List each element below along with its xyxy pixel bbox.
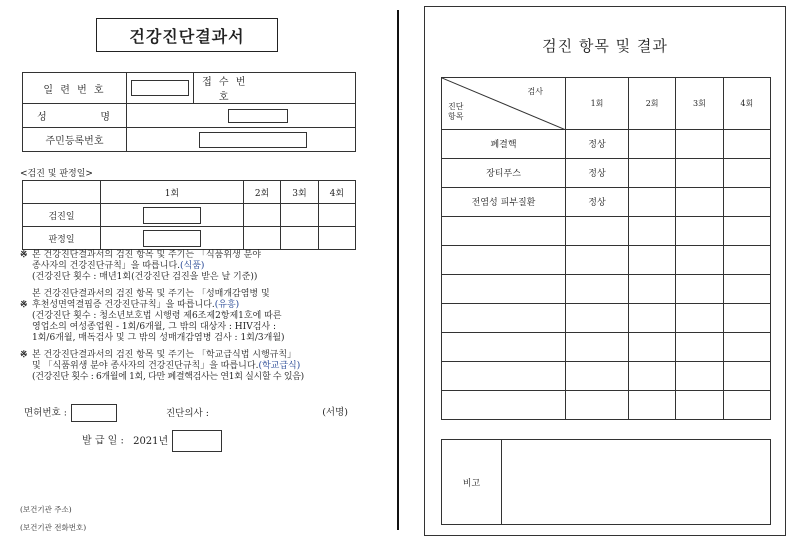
name-label: 성 명: [23, 104, 127, 128]
note-star: ※: [20, 250, 28, 260]
note-tag: (식품): [180, 261, 205, 271]
seal-label: (서명): [322, 407, 348, 418]
item-result: [676, 275, 723, 304]
exam-date-field[interactable]: [143, 207, 201, 224]
schedule-corner: [23, 181, 101, 204]
footer-address: (보건기관 주소): [20, 505, 72, 514]
item-result: [566, 362, 629, 391]
item-result: [676, 362, 723, 391]
issue-year: 2021년: [133, 435, 169, 447]
page-divider: [397, 10, 399, 530]
note-line: 본 건강진단결과서의 검진 항목 및 주기는 「학교급식법 시행규칙」: [32, 350, 297, 360]
remarks-box: [441, 439, 771, 525]
note-line: 1회/6개월, 매독검사 및 그 밖의 성매개감염병 검사 : 1회/3개월): [32, 333, 285, 343]
item-result: [566, 391, 629, 420]
item-result: [628, 159, 675, 188]
item-result: [676, 304, 723, 333]
note-line: 및 「식품위생 분야 종사자의 건강진단규칙」을 따릅니다.: [32, 361, 259, 371]
serial-number-field[interactable]: [131, 80, 189, 96]
round-header: 2회: [243, 181, 280, 204]
round-header: 3회: [281, 181, 318, 204]
round-header: 1회: [101, 181, 244, 204]
schedule-caption: <검진 및 판정일>: [20, 169, 93, 179]
doctor-label: 진단의사 :: [165, 407, 209, 419]
item-name: 폐결핵: [442, 130, 566, 159]
note-line: 본 건강진단결과서의 검진 항목 및 주기는 「성매개감염병 및: [32, 289, 270, 299]
item-result: [723, 217, 770, 246]
note-line: 종사자의 건강진단규칙」을 따릅니다.: [32, 261, 180, 271]
name-field[interactable]: [228, 109, 288, 123]
item-result: [628, 333, 675, 362]
item-result: [676, 391, 723, 420]
note-line: (건강진단 횟수 : 매년1회(건강진단 검진을 받은 날 기준)): [32, 272, 258, 282]
header-item-line: 진단: [448, 102, 464, 111]
issue-label: 발 급 일 :: [82, 435, 124, 447]
results-table: [441, 77, 771, 420]
receipt-number-value: [256, 73, 356, 104]
item-name: [442, 391, 566, 420]
table-row: [442, 246, 771, 275]
item-result: [723, 188, 770, 217]
issue-date-row: [82, 430, 222, 452]
table-row: [442, 275, 771, 304]
item-result: [676, 159, 723, 188]
round-header: 3회: [676, 78, 723, 130]
note-tag: (유흥): [214, 300, 240, 310]
table-row: [442, 333, 771, 362]
notes-section: [20, 250, 366, 385]
item-result: [723, 391, 770, 420]
item-result: [723, 159, 770, 188]
item-name: [442, 304, 566, 333]
item-result: [676, 130, 723, 159]
header-item-line: 항목: [448, 112, 464, 121]
item-name: 장티푸스: [442, 159, 566, 188]
item-result: [723, 246, 770, 275]
table-row: [442, 217, 771, 246]
rrn-field[interactable]: [199, 132, 307, 148]
note-entertainment: [20, 289, 366, 344]
table-row: [442, 391, 771, 420]
round-header: 4회: [723, 78, 770, 130]
item-result: [566, 246, 629, 275]
header-item-label: [448, 102, 463, 122]
note-line: (건강진단 횟수 : 청소년보호법 시행령 제6조제2항제1호에 따른: [32, 311, 282, 321]
item-name: [442, 333, 566, 362]
item-name: [442, 246, 566, 275]
item-name: 전염성 피부질환: [442, 188, 566, 217]
table-row: [442, 362, 771, 391]
item-result: 정상: [566, 159, 629, 188]
exam-date-cell: [318, 204, 355, 227]
note-line: 본 건강진단결과서의 검진 항목 및 주기는 「식품위생 분야: [32, 250, 261, 260]
receipt-number-label: 접 수 번 호: [194, 73, 256, 104]
round-header: 2회: [628, 78, 675, 130]
license-label: 면허번호 :: [24, 407, 67, 419]
item-result: [566, 333, 629, 362]
item-result: [628, 188, 675, 217]
rrn-label: 주민등록번호: [23, 128, 127, 152]
certificate-title: 건강진단결과서: [96, 18, 278, 52]
item-result: [723, 304, 770, 333]
item-result: [676, 333, 723, 362]
item-result: [723, 275, 770, 304]
item-result: [628, 362, 675, 391]
item-result: [676, 188, 723, 217]
note-school-meal: [20, 350, 366, 383]
exam-date-cell: [281, 204, 318, 227]
certificate-results-page: [424, 6, 786, 536]
item-result: 정상: [566, 130, 629, 159]
item-result: [566, 275, 629, 304]
table-row: [442, 159, 771, 188]
item-result: [628, 275, 675, 304]
judgment-date-cell: [318, 227, 355, 250]
judgment-date-cell: [243, 227, 280, 250]
exam-date-cell: [243, 204, 280, 227]
note-food: [20, 250, 366, 283]
item-result: [723, 362, 770, 391]
item-name: [442, 217, 566, 246]
judgment-date-label: 판정일: [23, 227, 101, 250]
license-field[interactable]: [71, 404, 117, 422]
identity-table: [22, 72, 356, 152]
item-result: 정상: [566, 188, 629, 217]
diagonal-header-cell: [442, 78, 566, 130]
judgment-date-cell: [281, 227, 318, 250]
issue-date-field[interactable]: [172, 430, 222, 452]
remarks-label: 비고: [442, 440, 502, 524]
serial-number-label: 일 련 번 호: [23, 73, 127, 104]
round-header: 4회: [318, 181, 355, 204]
item-result: [566, 304, 629, 333]
item-name: [442, 275, 566, 304]
item-result: [566, 217, 629, 246]
item-result: [676, 217, 723, 246]
schedule-table: [22, 180, 356, 250]
judgment-date-field[interactable]: [143, 230, 201, 247]
note-star: ※: [20, 300, 28, 310]
round-header: 1회: [566, 78, 629, 130]
signature-row: [24, 404, 354, 422]
item-result: [628, 246, 675, 275]
item-result: [723, 333, 770, 362]
item-name: [442, 362, 566, 391]
note-tag: (학교급식): [258, 361, 301, 371]
remarks-field[interactable]: [502, 440, 770, 524]
header-exam-label: 검사: [527, 87, 543, 96]
item-result: [628, 217, 675, 246]
item-result: [628, 391, 675, 420]
results-title: 검진 항목 및 결과: [542, 37, 668, 55]
footer-phone: (보건기관 전화번호): [20, 523, 87, 532]
table-row: [442, 188, 771, 217]
note-star: ※: [20, 350, 28, 360]
table-row: [442, 304, 771, 333]
note-line: 후천성면역결핍증 건강진단규칙」을 따릅니다.: [32, 300, 215, 310]
item-result: [628, 304, 675, 333]
table-row: [442, 130, 771, 159]
note-line: (건강진단 횟수 : 6개월에 1회, 다만 폐결핵검사는 연1회 실시할 수 있음): [32, 372, 304, 382]
item-result: [628, 130, 675, 159]
item-result: [723, 130, 770, 159]
exam-date-label: 검진일: [23, 204, 101, 227]
certificate-front-page: [6, 6, 372, 536]
item-result: [676, 246, 723, 275]
note-line: 영업소의 여성종업원 - 1회/6개월, 그 밖의 대상자 : HIV검사 :: [32, 322, 276, 332]
results-body: [442, 130, 771, 420]
